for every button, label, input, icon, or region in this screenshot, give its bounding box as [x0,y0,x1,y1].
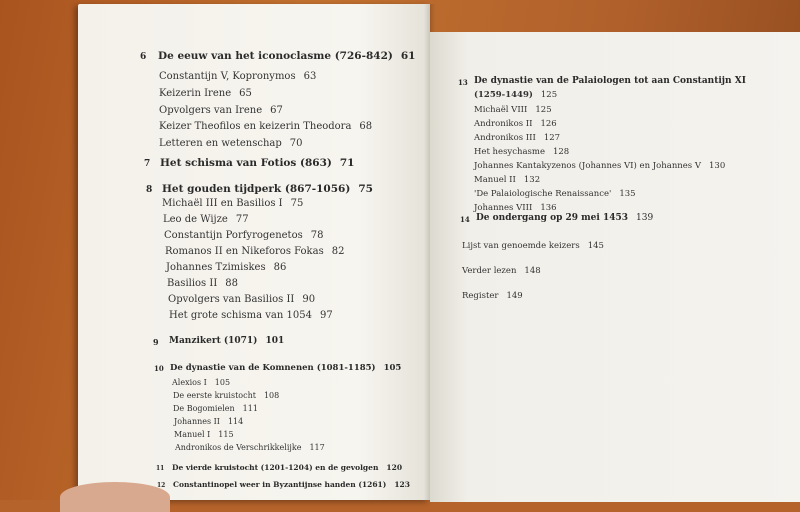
open-book [78,4,800,500]
toc-item-register: Register 149 [462,291,523,301]
chapter-number: 6 [140,52,147,62]
toc-item: Keizer Theofilos en keizerin Theodora 68 [159,121,373,132]
toc-item: Andronikos II 126 [474,119,557,129]
chapter-number: 10 [154,364,164,373]
toc-item: Leo de Wijze 77 [163,214,249,225]
chapter-title: Constantinopel weer in Byzantijnse handen (1261) 123 [173,480,410,489]
chapter-number: 14 [460,215,470,224]
toc-item: 'De Palaiologische Renaissance' 135 [474,189,636,199]
toc-item: Michaël III en Basilios I 75 [162,198,304,209]
toc-item: Opvolgers van Irene 67 [159,105,283,116]
toc-item: Manuel II 132 [474,175,541,185]
toc-item: Johannes Kantakyzenos (Johannes VI) en Johannes V 130 [474,161,726,171]
chapter-title: De ondergang op 29 mei 1453 139 [476,213,654,223]
thumb [60,482,170,512]
right-page [430,32,800,502]
chapter-title: Het schisma van Fotios (863) 71 [160,157,355,169]
chapter-title: De dynastie van de Palaiologen tot aan Constantijn XI [474,76,746,86]
chapter-title: Het gouden tijdperk (867-1056) 75 [162,183,373,195]
toc-item: Het hesychasme 128 [474,147,570,157]
chapter-number: 9 [153,337,159,347]
toc-item: Keizerin Irene 65 [159,88,252,99]
chapter-title: De vierde kruistocht (1201-1204) en de gevolgen 120 [172,463,403,472]
chapter-number: 13 [458,78,468,87]
left-page [78,4,430,500]
toc-item: Johannes Tzimiskes 86 [166,262,287,273]
toc-item: Johannes II 114 [174,417,244,426]
toc-item-keizers: Lijst van genoemde keizers 145 [462,241,604,251]
toc-item: Alexios I 105 [172,378,231,387]
toc-item: Romanos II en Nikeforos Fokas 82 [165,246,345,257]
toc-item: Johannes VIII 136 [474,203,557,213]
chapter-number: 11 [156,465,165,472]
toc-item: Manuel I 115 [174,430,234,439]
toc-item: Andronikos III 127 [474,133,561,143]
toc-item: De Bogomielen 111 [173,404,258,413]
chapter-subtitle: (1259-1449) 125 [474,90,558,100]
toc-item: Michaël VIII 125 [474,105,552,115]
chapter-number: 12 [157,482,166,489]
chapter-number: 7 [144,159,151,169]
chapter-number: 8 [146,185,153,195]
toc-item: Constantijn Porfyrogenetos 78 [164,230,324,241]
chapter-title: Manzikert (1071) 101 [169,336,285,346]
toc-item: Letteren en wetenschap 70 [159,138,303,149]
toc-item: Het grote schisma van 1054 97 [169,310,333,321]
toc-item-verder-lezen: Verder lezen 148 [462,266,541,276]
chapter-title: De dynastie van de Komnenen (1081-1185) 105 [170,363,402,373]
toc-item: Basilios II 88 [167,278,239,289]
toc-item: Opvolgers van Basilios II 90 [168,294,316,305]
toc-item: Constantijn V, Kopronymos 63 [159,71,317,82]
chapter-title: De eeuw van het iconoclasme (726-842) 61 [158,50,416,62]
toc-item: Andronikos de Verschrikkelijke 117 [175,443,325,452]
toc-item: De eerste kruistocht 108 [173,391,280,400]
